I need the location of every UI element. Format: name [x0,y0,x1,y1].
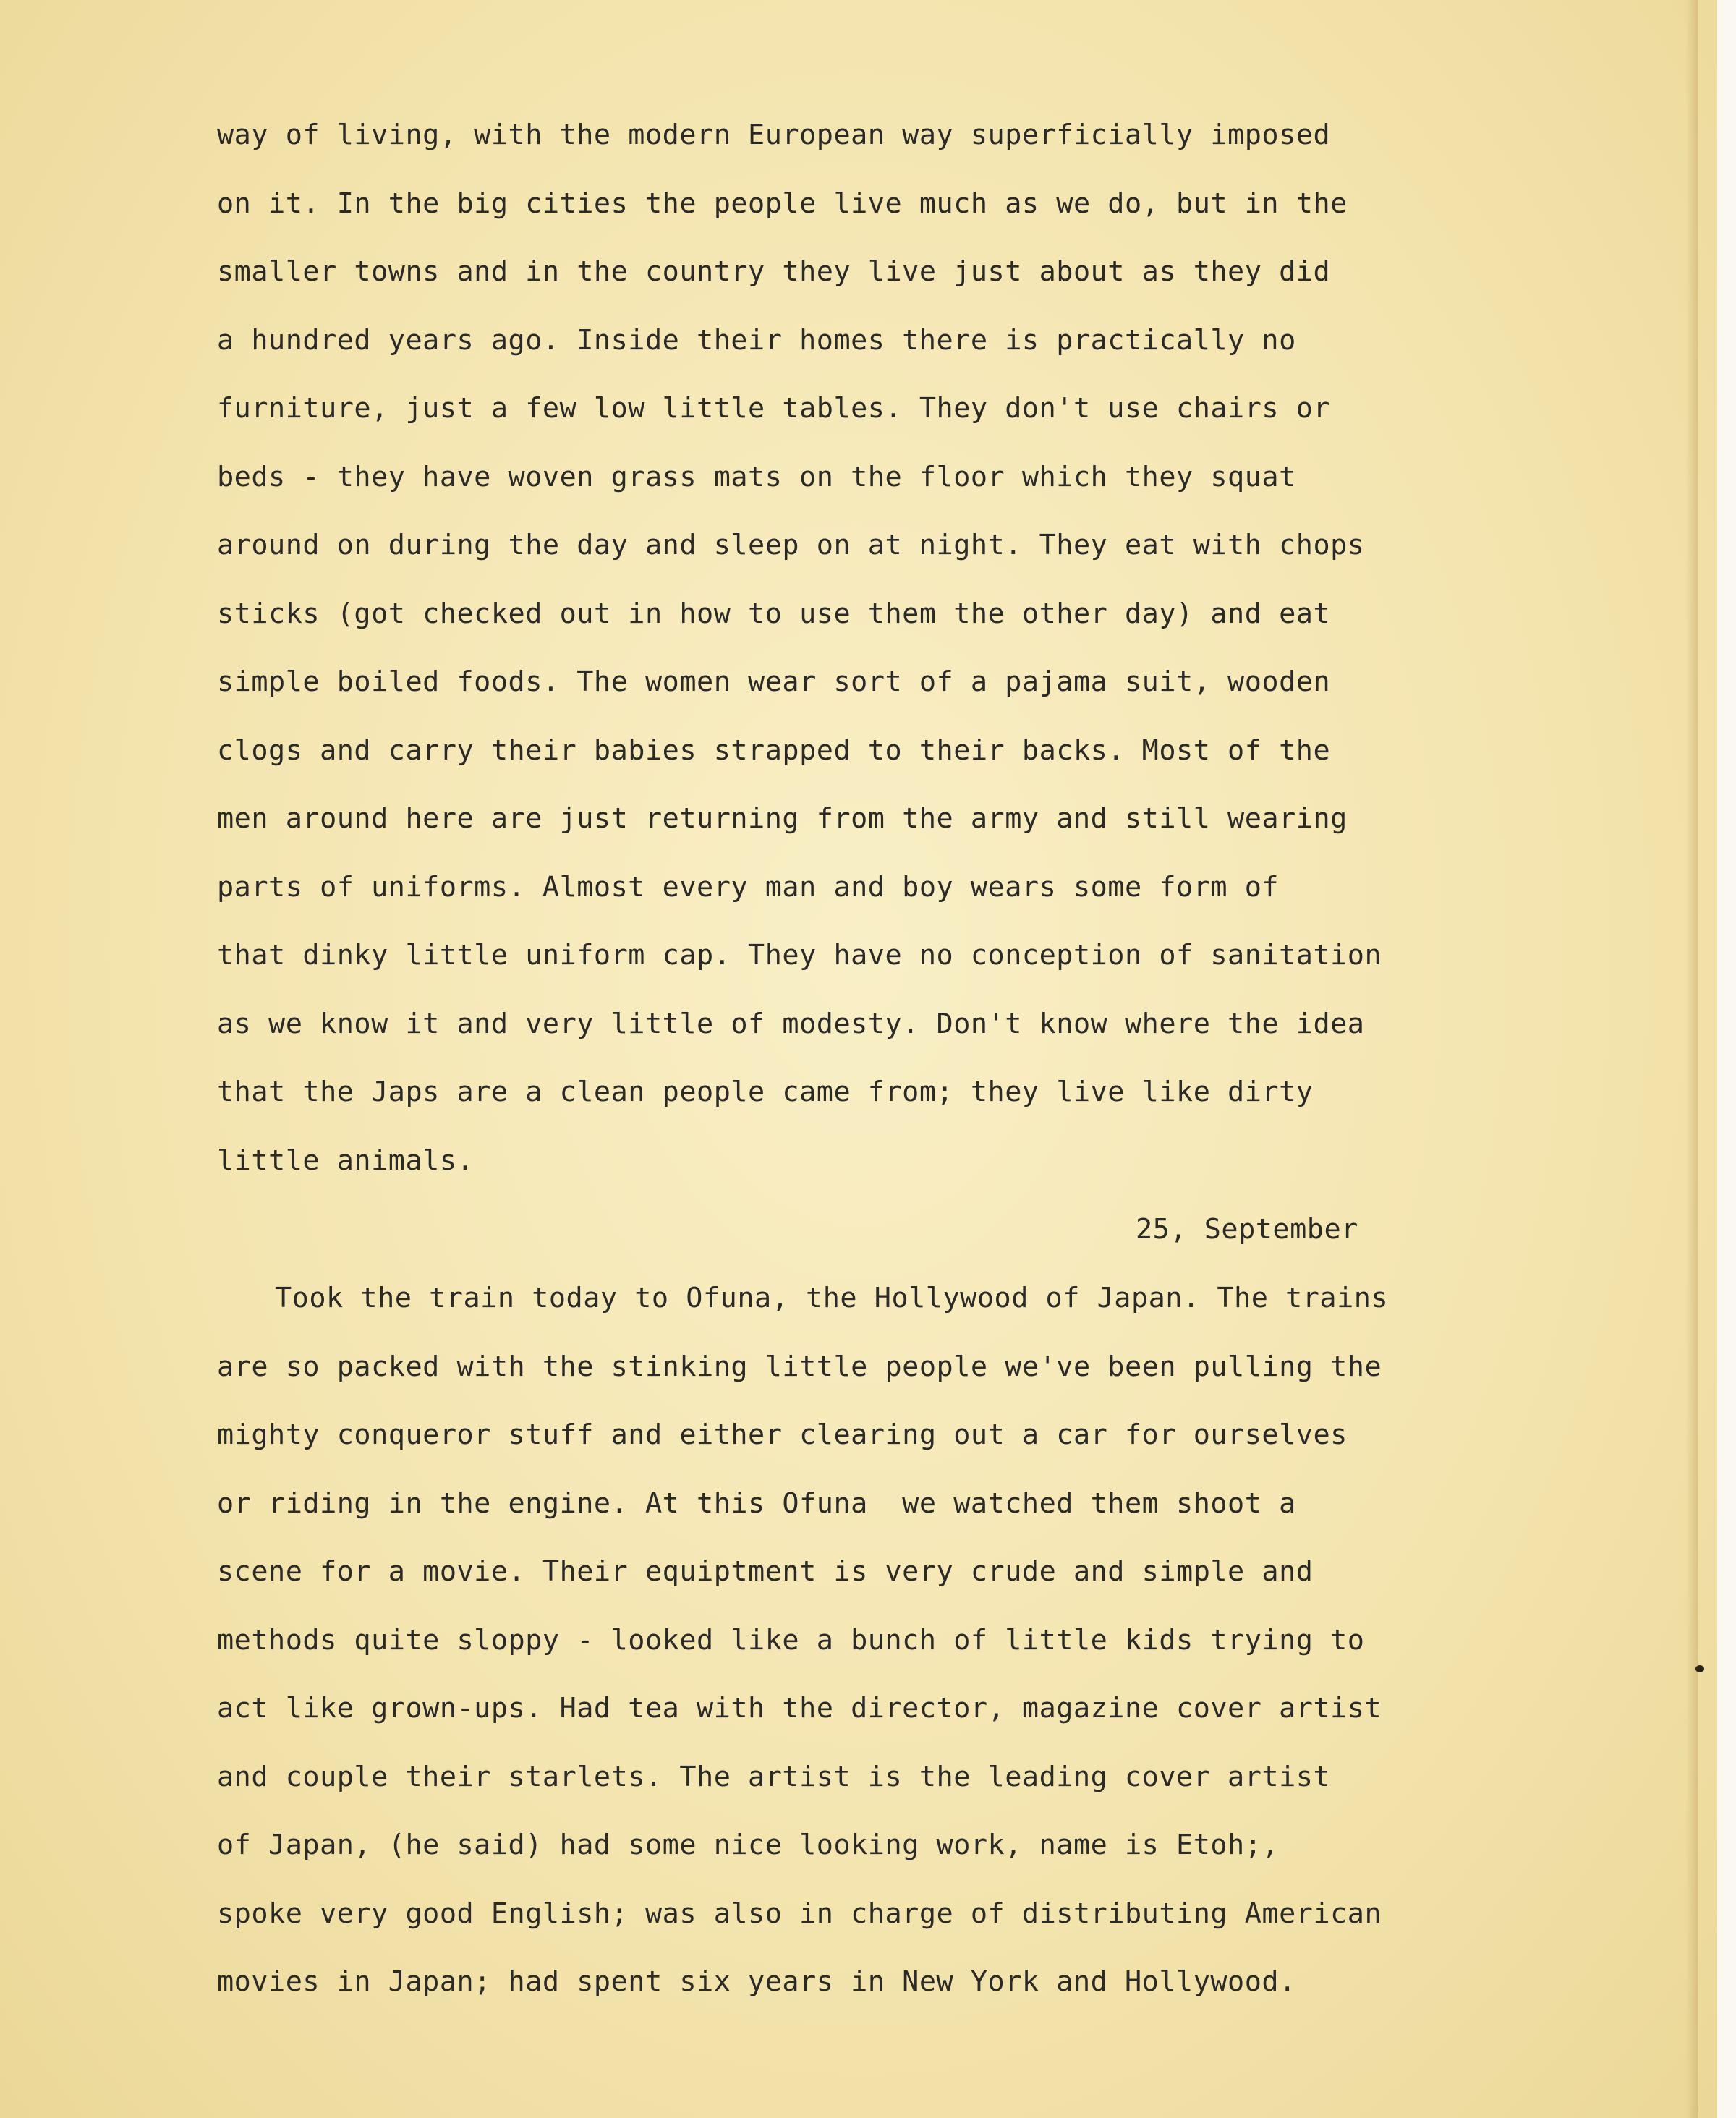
text-line: clogs and carry their babies strapped to their backs. Most of the [217,733,1331,767]
text-line: that the Japs are a clean people came from; they live like dirty [217,1076,1314,1108]
text-line: that dinky little uniform cap. They have no conception of sanitation [217,939,1382,971]
text-line: around on during the day and sleep on at night. They eat with chops [217,529,1365,561]
paragraph-2 [217,1264,1591,2017]
text-line: little animals. [217,1144,475,1177]
text-line: and couple their starlets. The artist is the leading cover artist [217,1760,1331,1793]
text-line: of Japan, (he said) had some nice looking work, name is Etoh;, [217,1829,1280,1861]
text-line: scene for a movie. Their equiptment is very crude and simple and [217,1555,1314,1588]
text-line: mighty conqueror stuff and either clearing out a car for ourselves [217,1419,1348,1451]
text-line: on it. In the big cities the people live much as we do, but in the [217,187,1348,220]
text-line: spoke very good English; was also in charge of distributing American [217,1897,1382,1930]
text-line: way of living, with the modern European way superficially imposed [217,119,1331,151]
text-line: act like grown-ups. Had tea with the director, magazine cover artist [217,1692,1382,1724]
text-line: beds - they have woven grass mats on the floor which they squat [217,460,1296,493]
text-line: sticks (got checked out in how to use them the other day) and eat [217,597,1331,630]
text-line: simple boiled foods. The women wear sort of a pajama suit, wooden [217,665,1331,698]
page-edge-shadow [1685,0,1698,2118]
text-line: or riding in the engine. At this Ofuna we watched them shoot a [217,1487,1296,1520]
text-line: parts of uniforms. Almost every man and boy wears some form of [217,870,1280,903]
entry-date: 25, September [1136,1213,1358,1246]
text-line: furniture, just a few low little tables. They don't use chairs or [217,392,1331,425]
text-line: are so packed with the stinking little people we've been pulling the [217,1350,1382,1383]
text-line: methods quite sloppy - looked like a bunch of little kids trying to [217,1623,1365,1656]
text-line: movies in Japan; had spent six years in New York and Hollywood. [217,1965,1296,1998]
ink-speck [1695,1665,1704,1672]
text-line: smaller towns and in the country they live just about as they did [217,255,1331,288]
text-line: men around here are just returning from the army and still wearing [217,802,1348,835]
typed-text [217,101,1591,2017]
paragraph-1 [217,101,1591,1195]
text-line: as we know it and very little of modesty. Don't know where the idea [217,1007,1365,1040]
text-line: a hundred years ago. Inside their homes there is practically no [217,323,1296,357]
text-line: Took the train today to Ofuna, the Hollywood of Japan. The trains [275,1282,1389,1314]
